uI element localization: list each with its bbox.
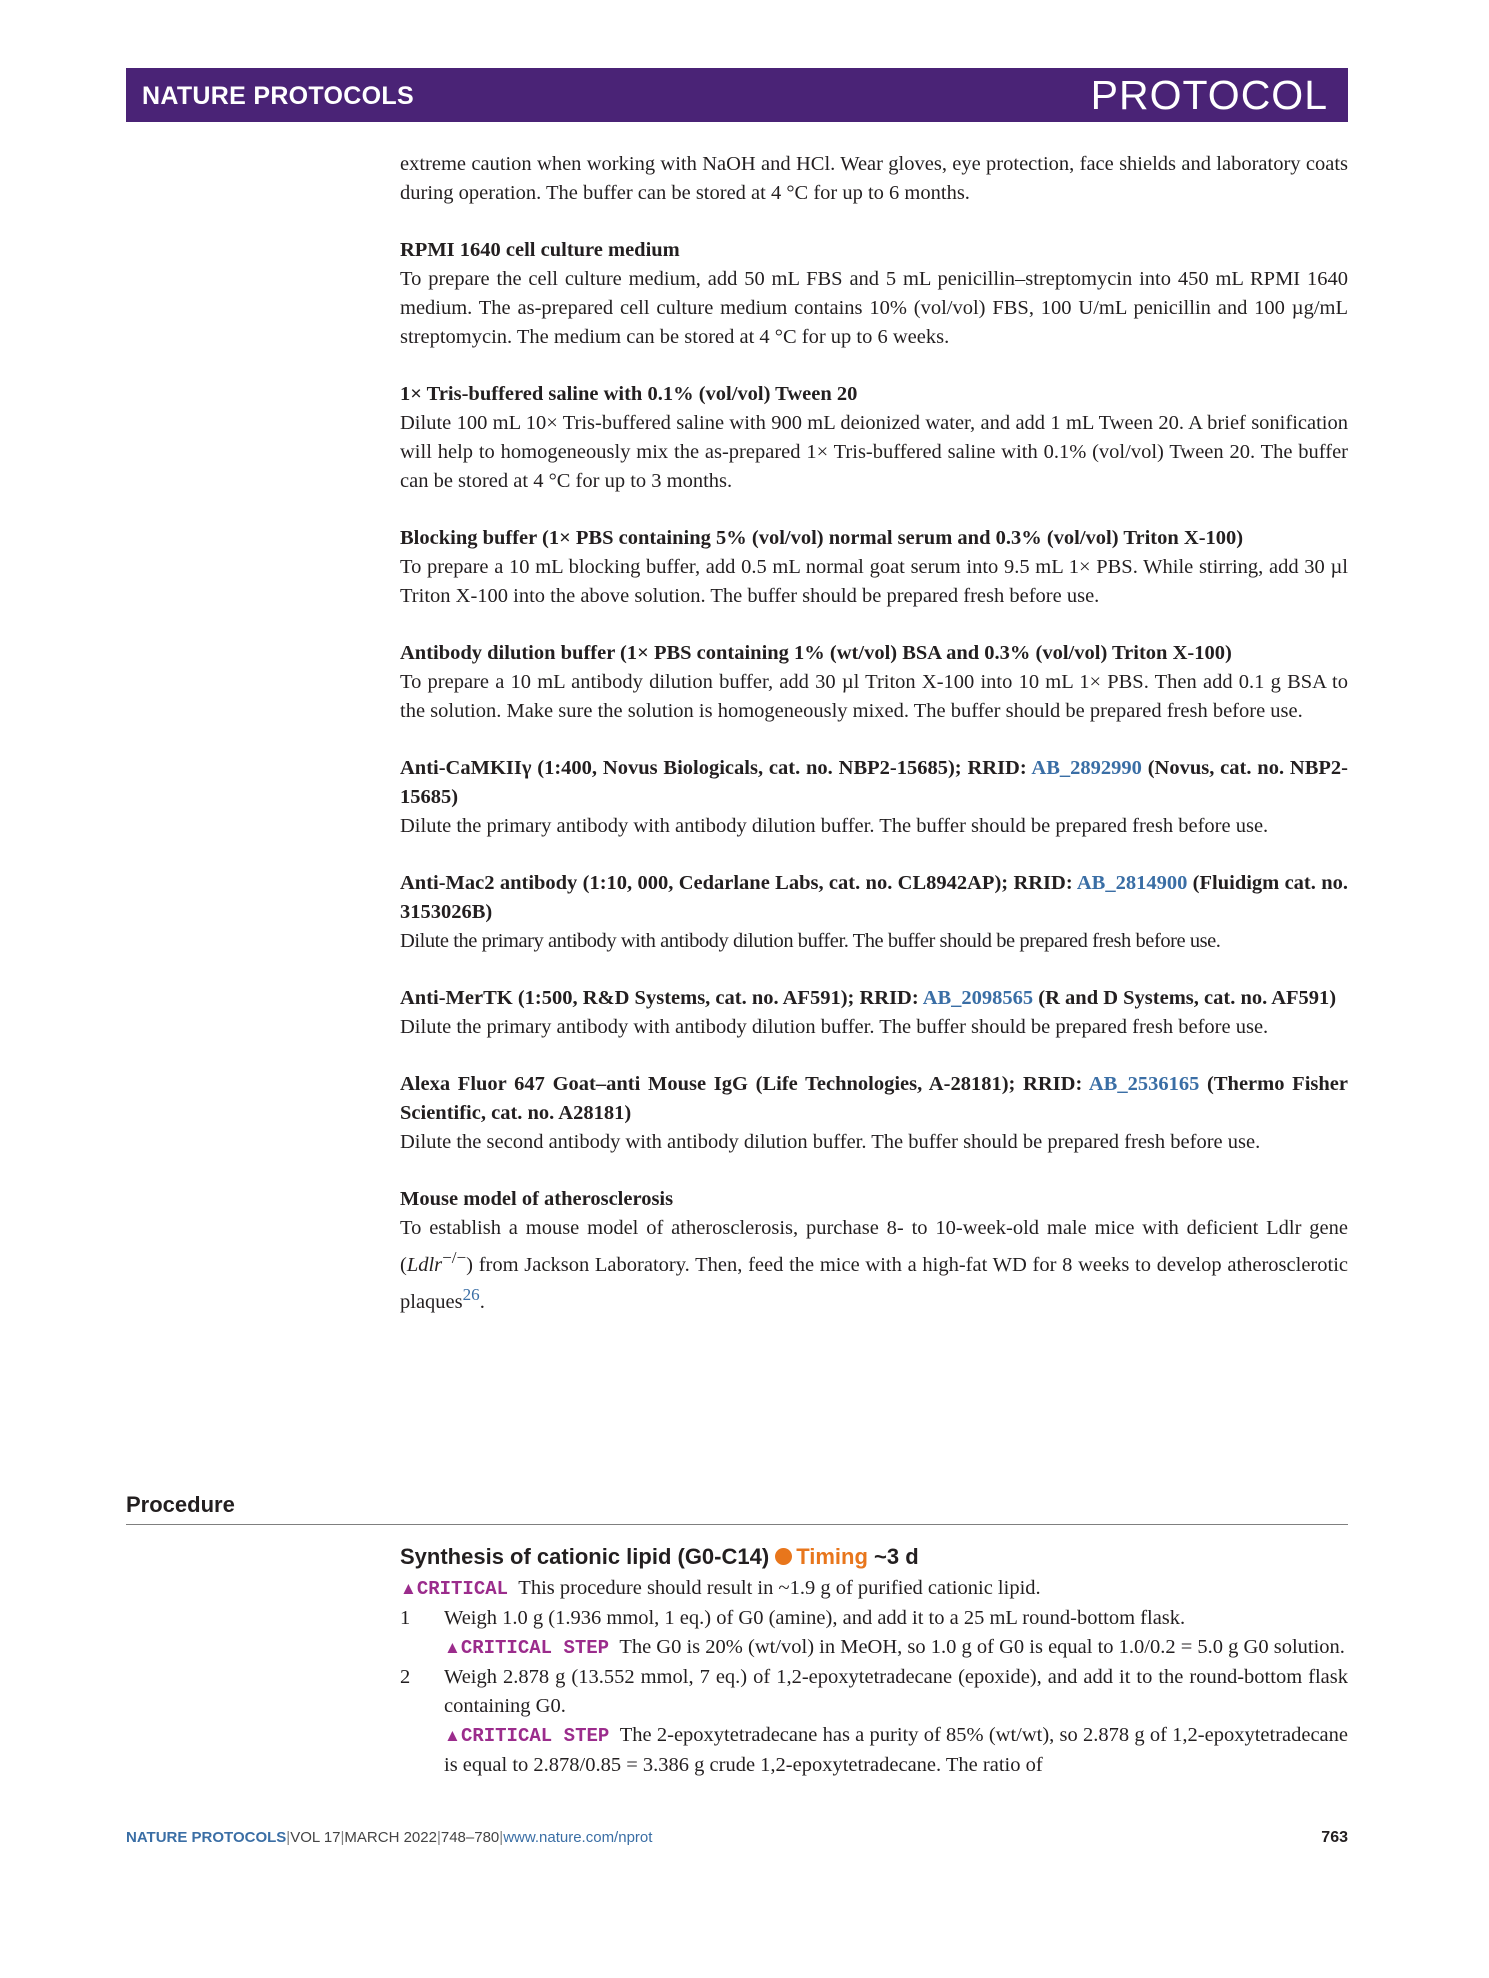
title-text: Alexa Fluor 647 Goat–anti Mouse IgG (Life Technologies, A-28181); RRID:: [400, 1073, 1089, 1095]
reagent-body: [400, 1214, 1348, 1317]
footer-separator: |: [499, 1829, 504, 1846]
rrid-link[interactable]: AB_2536165: [1088, 1073, 1200, 1095]
critical-step-text: The G0 is 20% (wt/vol) in MeOH, so 1.0 g of G0 is equal to 1.0/0.2 = 5.0 g G0 solution.: [619, 1636, 1345, 1658]
gene-superscript: −/−: [442, 1248, 467, 1267]
footer-pages: 748–780: [440, 1829, 500, 1846]
page-footer: [126, 1829, 1348, 1846]
reagent-anti-camkii: [400, 754, 1348, 841]
rrid-link[interactable]: AB_2814900: [1076, 872, 1188, 894]
reagent-body: To prepare the cell culture medium, add 50 mL FBS and 5 mL penicillin–streptomycin into 450 mL RPMI 1640 medium. The as-prepared cell culture medium contains 10% (vol/vol) FBS, 100 U/mL penicillin and 100 µg/mL streptomycin. The medium can be stored at 4 °C for up to 6 weeks.: [400, 268, 1348, 348]
reagent-title: Blocking buffer (1× PBS containing 5% (vol/vol) normal serum and 0.3% (vol/vol) Triton X-100): [400, 527, 1244, 549]
reagent-mouse-model: [400, 1185, 1348, 1317]
body-text: .: [479, 1290, 485, 1313]
article-type: PROTOCOL: [1090, 72, 1328, 118]
rrid-link[interactable]: AB_2098565: [922, 987, 1034, 1009]
critical-step-text: The 2-epoxytetradecane has a purity of 85% (wt/wt), so 2.878 g of 1,2-epoxytetradecane is equal to 2.878/0.85 = 3.386 g crude 1,2-epoxytetradecane. The ratio of: [444, 1724, 1349, 1776]
journal-name: NATURE PROTOCOLS: [142, 82, 414, 110]
timing-dot-icon: [775, 1548, 792, 1565]
intro-paragraph: extreme caution when working with NaOH and HCl. Wear gloves, eye protection, face shields and laboratory coats during operation. The buffer can be stored at 4 °C for up to 6 months.: [400, 153, 1348, 204]
rrid-link[interactable]: AB_2892990: [1031, 757, 1142, 779]
title-text: Anti-MerTK (1:500, R&D Systems, cat. no. AF591); RRID:: [400, 987, 923, 1009]
body-text: ) from Jackson Laboratory. Then, feed the mice with a high-fat WD for 8 weeks to develop atherosclerotic plaques: [400, 1253, 1348, 1313]
critical-text: This procedure should result in ~1.9 g of purified cationic lipid.: [518, 1577, 1041, 1599]
triangle-warning-icon: ▲: [444, 1638, 461, 1657]
reagent-body: Dilute the primary antibody with antibody dilution buffer. The buffer should be prepared fresh before use.: [400, 930, 1221, 952]
reagent-body: Dilute the second antibody with antibody dilution buffer. The buffer should be prepared fresh before use.: [400, 1131, 1261, 1153]
footer-journal: NATURE PROTOCOLS: [126, 1829, 287, 1846]
step-text: Weigh 1.0 g (1.936 mmol, 1 eq.) of G0 (amine), and add it to a 25 mL round-bottom flask.: [444, 1607, 1186, 1629]
reagent-anti-mac2: [400, 869, 1348, 956]
critical-note: [400, 1574, 1348, 1604]
step-body: [444, 1604, 1348, 1663]
title-text: (R and D Systems, cat. no. AF591): [1033, 987, 1337, 1009]
title-text: (Thermo Fisher Scientific, cat. no. A28181): [400, 1073, 1348, 1124]
timing-value: ~3 d: [874, 1544, 919, 1569]
reagent-alexa-fluor: [400, 1070, 1348, 1157]
critical-label: CRITICAL: [416, 1578, 509, 1600]
reagent-body: Dilute the primary antibody with antibody dilution buffer. The buffer should be prepared fresh before use.: [400, 1016, 1269, 1038]
body-text: To establish a mouse model of atherosclerosis, purchase 8- to 10-week-old male mice with deficient Ldlr gene (: [400, 1217, 1348, 1276]
triangle-warning-icon: ▲: [400, 1579, 417, 1598]
main-column: [400, 150, 1348, 1317]
reagent-rpmi: [400, 236, 1348, 352]
footer-separator: |: [436, 1829, 441, 1846]
reagent-body: To prepare a 10 mL blocking buffer, add 0.5 mL normal goat serum into 9.5 mL 1× PBS. While stirring, add 30 µl Triton X-100 into the above solution. The buffer should be prepared fresh before use.: [400, 556, 1348, 607]
reference-link[interactable]: 26: [462, 1284, 480, 1304]
reagent-title: Mouse model of atherosclerosis: [400, 1188, 674, 1210]
critical-step-label: CRITICAL STEP: [460, 1637, 610, 1659]
reagent-body: Dilute the primary antibody with antibody dilution buffer. The buffer should be prepared fresh before use.: [400, 815, 1269, 837]
reagent-title: [400, 1070, 1348, 1128]
critical-step-label: CRITICAL STEP: [460, 1725, 610, 1747]
title-text: Anti-CaMKIIγ (1:400, Novus Biologicals, cat. no. NBP2-15685); RRID:: [400, 757, 1032, 779]
step-body: [444, 1663, 1348, 1780]
header-bar: [126, 68, 1348, 122]
reagent-antibody-dilution-buffer: [400, 639, 1348, 726]
title-text: (Fluidigm cat. no. 3153026B): [400, 872, 1348, 923]
footer-date: MARCH 2022: [344, 1829, 437, 1846]
reagent-title: [400, 984, 1348, 1013]
procedure-section: [400, 1540, 1348, 1780]
step-number: 1: [400, 1607, 411, 1629]
subsection-title-text: Synthesis of cationic lipid (G0-C14): [400, 1544, 770, 1569]
title-text: (Novus, cat. no. NBP2-15685): [400, 757, 1348, 808]
reagent-body: To prepare a 10 mL antibody dilution buffer, add 30 µl Triton X-100 into 10 mL 1× PBS. Then add 0.1 g BSA to the solution. Make sure the solution is homogeneously mixed. The buffer should be prepared fresh before use.: [400, 671, 1348, 722]
footer-separator: |: [286, 1829, 291, 1846]
procedure-step: [400, 1604, 1348, 1663]
procedure-heading: Procedure: [126, 1490, 1348, 1525]
procedure-step: [400, 1663, 1348, 1780]
page-number: 763: [1321, 1829, 1348, 1846]
reagent-title: [400, 869, 1348, 927]
reagent-title: [400, 754, 1348, 812]
step-number: 2: [400, 1666, 411, 1688]
title-text: Anti-Mac2 antibody (1:10, 000, Cedarlane Labs, cat. no. CL8942AP); RRID:: [400, 872, 1077, 894]
reagent-anti-mertk: [400, 984, 1348, 1042]
procedure-subsection-title: [400, 1540, 1348, 1574]
footer-url-link[interactable]: www.nature.com/nprot: [503, 1829, 653, 1846]
timing-label: Timing: [796, 1544, 868, 1569]
triangle-warning-icon: ▲: [444, 1726, 461, 1745]
gene-name: Ldlr: [406, 1253, 443, 1276]
reagent-title: 1× Tris-buffered saline with 0.1% (vol/vol) Tween 20: [400, 383, 858, 405]
footer-separator: |: [340, 1829, 345, 1846]
critical-step-note: [444, 1721, 1348, 1780]
reagent-blocking-buffer: [400, 524, 1348, 611]
critical-step-note: [444, 1633, 1348, 1663]
step-text: Weigh 2.878 g (13.552 mmol, 7 eq.) of 1,2-epoxytetradecane (epoxide), and add it to the round-bottom flask containing G0.: [444, 1666, 1348, 1717]
reagent-title: RPMI 1640 cell culture medium: [400, 239, 680, 261]
reagent-tbst: [400, 380, 1348, 496]
reagent-body: Dilute 100 mL 10× Tris-buffered saline with 900 mL deionized water, and add 1 mL Tween 20. A brief sonification will help to homogeneously mix the as-prepared 1× Tris-buffered saline with 0.1% (vol/vol) Tween 20. The buffer can be stored at 4 °C for up to 3 months.: [400, 412, 1348, 492]
footer-volume: VOL 17: [290, 1829, 341, 1846]
reagent-title: Antibody dilution buffer (1× PBS containing 1% (wt/vol) BSA and 0.3% (vol/vol) Triton X-100): [400, 642, 1232, 664]
